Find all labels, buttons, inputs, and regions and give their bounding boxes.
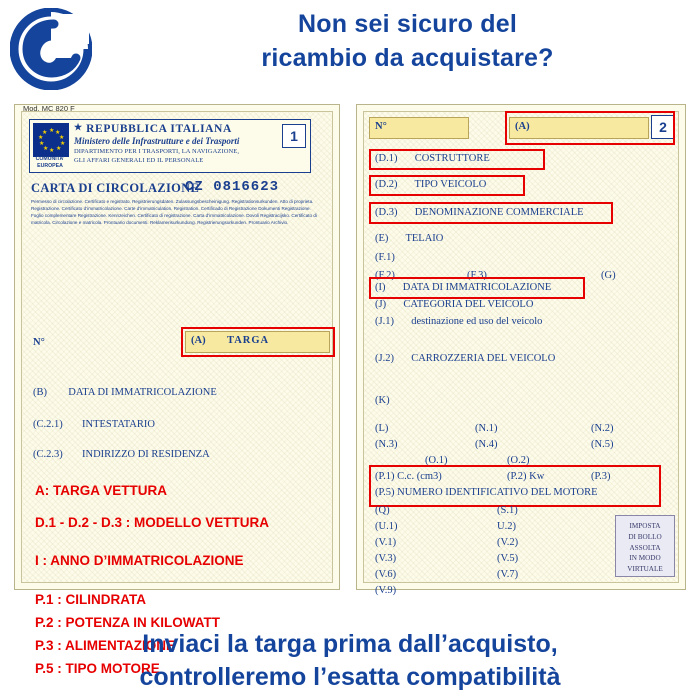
microprint-text: Permesso di circolazione. Certificato e registrato. Registrierungsdaten. Zulassungsbescheinigung. Registrationsurkunden. Atto di proprieta. Registrazione. Certificato d’immatricolazione. Carte d’immatriculation. Registration. Certificado di Registrazione Dokumenti Registrazione. Foglio complementare Registrazione. Kennzeichen. Certificato di registrazione. Carta d’immatricolazione. Dovoli Registracijsko. Certificato di matricola. Circolazione e matricola. Prontuario documenti. Reklamerisurkundung. Registrierungsurkunden. Prontuario Archivio. [31,199,317,225]
row-i-code: (I) [375,282,386,293]
field-a-input-right[interactable] [509,117,649,139]
row-u1: (U.1) [375,521,398,532]
row-o2: (O.2) [507,455,530,466]
department-line-2: GLI AFFARI GENERALI ED IL PERSONALE [74,156,204,164]
republic-title [74,122,274,135]
row-f2: (F.2) [375,270,395,281]
row-u2: U.2) [497,521,516,532]
row-c23-code: (C.2.3) [33,449,63,460]
legend-targa: A: TARGA VETTURA [35,483,167,498]
row-j1-code: (J.1) [375,316,394,327]
row-n1: (N.1) [475,423,498,434]
row-n4: (N.4) [475,439,498,450]
footer-line-2: controlleremo l’esatta compatibilità [139,663,561,691]
row-j-code: (J) [375,299,387,310]
document-number: CZ 0816623 [185,179,280,195]
headline-line-1: Non sei sicuro del [298,10,517,38]
row-d1-code: (D.1) [375,153,398,164]
page-number-badge-right: 2 [651,115,675,139]
row-v3: (V.3) [375,553,397,564]
row-p1: (P.1) C.c. (cm3) [375,471,442,482]
row-d1-label: COSTRUTTORE [414,153,490,164]
page-number-badge-left: 1 [282,124,306,148]
stamp-line-2: DI BOLLO [628,532,662,541]
row-g: (G) [601,270,616,281]
stamp-box [615,515,675,577]
page-header [0,0,700,98]
row-j2-label: CARROZZERIA DEL VEICOLO [411,353,556,364]
eu-caption [30,156,70,169]
field-a-value-left: TARGA [227,335,270,346]
page-footer [0,628,700,694]
row-o1: (O.1) [425,455,448,466]
headline-line-2: ricambio da acquistare? [261,43,554,72]
row-j-label: CATEGORIA DEL VEICOLO [403,299,534,310]
company-logo-icon [10,8,92,90]
row-c21 [33,419,155,430]
row-s1: (S.1) [497,505,518,516]
row-l: (L) [375,423,389,434]
eu-caption-line-1: COMUNITA’ [35,156,65,162]
stamp-line-3: ASSOLTA [629,543,661,552]
stamp-line-4: IN MODO [629,554,661,563]
row-d2 [375,179,486,190]
ministry-title: Ministero delle Infrastrutture e dei Trasporti [74,136,240,146]
row-j1-label: destinazione ed uso del veicolo [411,316,543,327]
row-v9: (V.9) [375,585,397,596]
row-c23-label: INDIRIZZO DI RESIDENZA [82,449,210,460]
field-n-label-right: N° [375,121,387,132]
row-n3: (N.3) [375,439,398,450]
eu-flag-icon: ★ ★ ★ ★ ★ ★ ★ ★ ★ ★ [33,123,69,157]
legend-anno: I : ANNO D’IMMATRICOLAZIONE [35,553,244,568]
row-j2 [375,353,555,364]
field-n-label-left: N° [33,337,45,348]
star-icon: ★ [74,122,83,132]
row-p5: (P.5) NUMERO IDENTIFICATIVO DEL MOTORE [375,487,598,498]
row-q: (Q) [375,505,390,516]
row-d3-label: DENOMINAZIONE COMMERCIALE [414,207,584,218]
row-d1 [375,153,490,164]
vehicle-registration-page-2 [356,104,686,596]
mod-label: Mod. MC 820 F [23,104,75,113]
page-title [120,8,695,75]
row-k: (K) [375,395,390,406]
row-c21-code: (C.2.1) [33,419,63,430]
stamp-line-1: IMPOSTA [629,522,661,530]
legend-cilindrata: P.1 : CILINDRATA [35,592,147,607]
row-v1: (V.1) [375,537,397,548]
row-j1 [375,316,542,327]
row-i-label: DATA DI IMMATRICOLAZIONE [402,282,552,293]
row-e-code: (E) [375,233,389,244]
row-d3-code: (D.3) [375,207,398,218]
row-b-label: DATA DI IMMATRICOLAZIONE [68,387,217,398]
row-j2-code: (J.2) [375,353,394,364]
document-title: CARTA DI CIRCOLAZIONE [31,181,200,195]
row-f1: (F.1) [375,252,395,263]
footer-line-1: Inviaci la targa prima dall’acquisto, [142,630,558,658]
row-i [375,282,551,293]
row-c23 [33,449,210,460]
stamp-line-5: VIRTUALE [627,565,663,574]
row-v2: (V.2) [497,537,519,548]
row-b [33,387,217,398]
row-j [375,299,533,310]
row-n2: (N.2) [591,423,614,434]
row-d2-code: (D.2) [375,179,398,190]
row-n5: (N.5) [591,439,614,450]
legend-tipo-motore: P.5 : TIPO MOTORE [35,661,160,676]
row-v5: (V.5) [497,553,519,564]
row-v7: (V.7) [497,569,519,580]
department-line-1: DIPARTIMENTO PER I TRASPORTI, LA NAVIGAZIONE, [74,148,240,155]
row-p3: (P.3) [591,471,611,482]
row-d3 [375,207,584,218]
row-d2-label: TIPO VEICOLO [414,179,487,190]
legend-potenza: P.2 : POTENZA IN KILOWATT [35,615,221,630]
legend-alimentazione: P.3 : ALIMENTAZIONE [35,638,176,653]
row-e [375,233,443,244]
row-e-label: TELAIO [405,233,444,244]
department-lines [74,148,308,166]
document-header-block [29,119,311,173]
field-a-code-right: (A) [515,121,530,132]
legend-modello: D.1 - D.2 - D.3 : MODELLO VETTURA [35,515,270,530]
row-v6: (V.6) [375,569,397,580]
row-c21-label: INTESTATARIO [82,419,155,430]
vehicle-registration-page-1 [14,104,340,676]
row-f3: (F.3) [467,270,487,281]
republic-title-text: REPUBBLICA ITALIANA [86,123,232,135]
row-b-code: (B) [33,387,47,398]
eu-caption-line-2: EUROPEA [37,162,63,169]
row-p2: (P.2) Kw [507,471,545,482]
field-a-code-left: (A) [191,335,206,346]
